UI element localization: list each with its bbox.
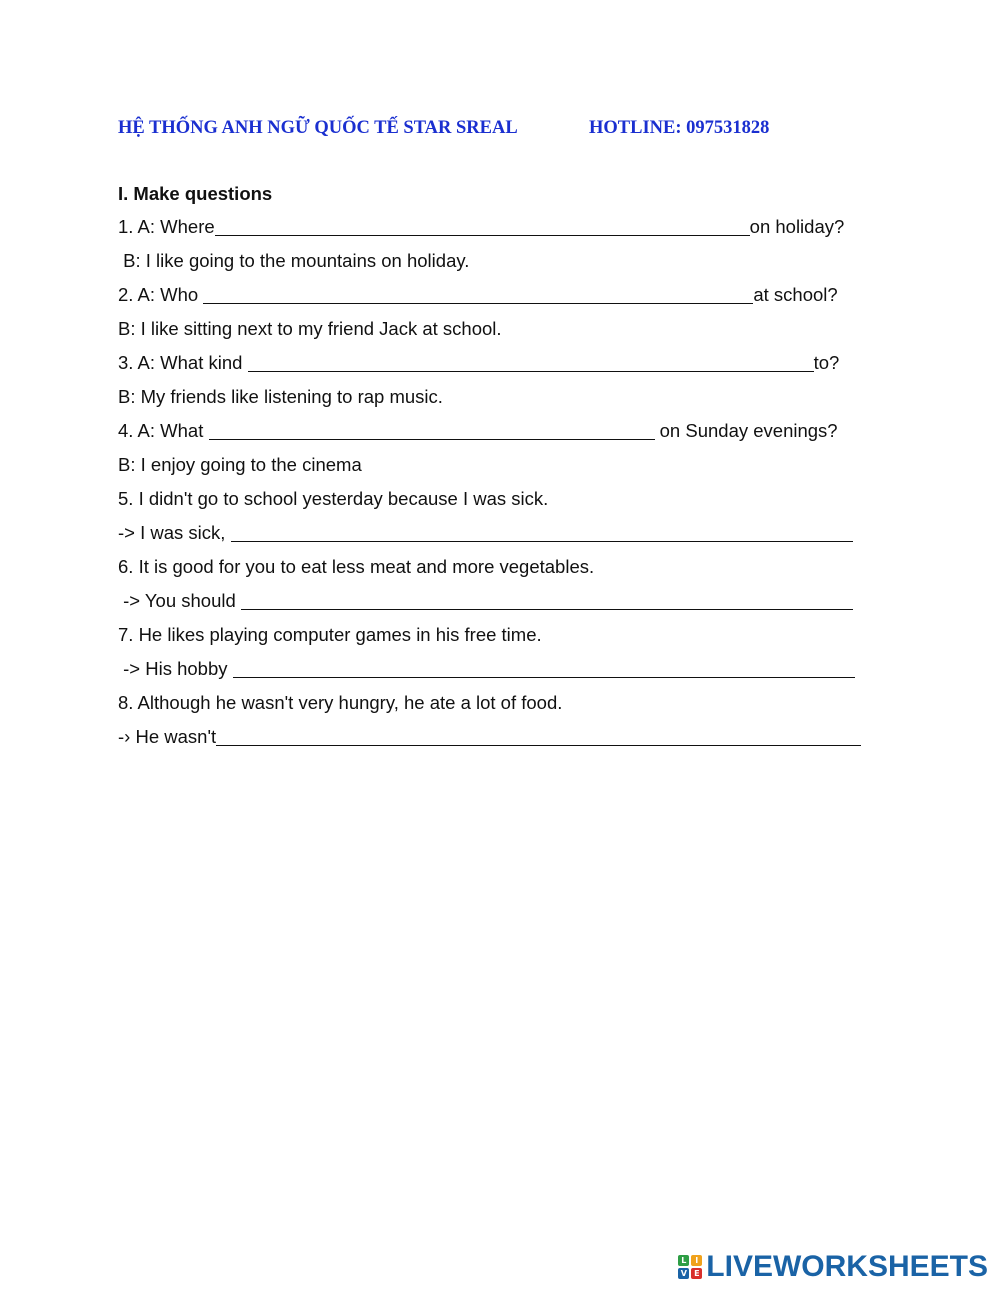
sentence-8-text: 8. Although he wasn't very hungry, he ate a lot of food. <box>118 692 563 713</box>
answer-blank-7[interactable] <box>233 659 855 678</box>
rewrite-7-line <box>118 658 855 680</box>
sentence-5 <box>118 488 548 510</box>
logo-mark-tile: I <box>691 1255 702 1266</box>
question-3-line <box>118 352 839 374</box>
section-title: I. Make questions <box>118 183 273 204</box>
question-2-prefix: 2. A: Who <box>118 284 204 305</box>
question-2-suffix: at school? <box>753 284 838 305</box>
answer-blank-2[interactable] <box>203 285 753 304</box>
answer-blank-4[interactable] <box>209 421 655 440</box>
logo-mark-tile: E <box>691 1268 702 1279</box>
rewrite-6-line <box>118 590 853 612</box>
answer-blank-6[interactable] <box>241 591 853 610</box>
logo-mark-tile: L <box>678 1255 689 1266</box>
answer-2-text: B: I like sitting next to my friend Jack at school. <box>118 318 502 339</box>
answer-4-line <box>118 454 362 476</box>
answer-4-text: B: I enjoy going to the cinema <box>118 454 362 475</box>
rewrite-7-prefix: -> His hobby <box>118 658 233 679</box>
question-4-suffix: on Sunday evenings? <box>654 420 838 441</box>
question-2-line <box>118 284 838 306</box>
liveworksheets-logo <box>678 1252 988 1282</box>
question-3-prefix: 3. A: What kind <box>118 352 248 373</box>
logo-mark-tile: V <box>678 1268 689 1279</box>
logo-text: LIVEWORKSHEETS <box>706 1250 988 1283</box>
sentence-7 <box>118 624 542 646</box>
rewrite-5-line <box>118 522 853 544</box>
answer-blank-1[interactable] <box>215 217 750 236</box>
page-header <box>118 118 770 139</box>
answer-blank-5[interactable] <box>231 523 853 542</box>
answer-blank-3[interactable] <box>248 353 814 372</box>
answer-3-text: B: My friends like listening to rap music. <box>118 386 443 407</box>
question-1-line <box>118 216 844 238</box>
sentence-5-text: 5. I didn't go to school yesterday because I was sick. <box>118 488 549 509</box>
answer-3-line <box>118 386 443 408</box>
sentence-6-text: 6. It is good for you to eat less meat and more vegetables. <box>118 556 595 577</box>
rewrite-6-prefix: -> You should <box>118 590 241 611</box>
organization-name: HỆ THỐNG ANH NGỮ QUỐC TẾ STAR SREAL <box>118 118 518 138</box>
answer-1-text: B: I like going to the mountains on holiday. <box>118 250 470 271</box>
question-4-line <box>118 420 838 442</box>
rewrite-5-prefix: -> I was sick, <box>118 522 231 543</box>
answer-blank-8[interactable] <box>216 727 861 746</box>
question-1-prefix: 1. A: Where <box>118 216 215 237</box>
logo-mark-icon <box>678 1255 702 1279</box>
answer-1-line <box>118 250 469 272</box>
sentence-6 <box>118 556 594 578</box>
rewrite-8-prefix: -› He wasn't <box>118 726 217 747</box>
question-3-suffix: to? <box>813 352 840 373</box>
question-1-suffix: on holiday? <box>749 216 845 237</box>
question-4-prefix: 4. A: What <box>118 420 209 441</box>
rewrite-8-line <box>118 726 861 748</box>
answer-2-line <box>118 318 502 340</box>
hotline: HOTLINE: 097531828 <box>589 118 770 138</box>
sentence-7-text: 7. He likes playing computer games in his free time. <box>118 624 542 645</box>
sentence-8 <box>118 692 562 714</box>
